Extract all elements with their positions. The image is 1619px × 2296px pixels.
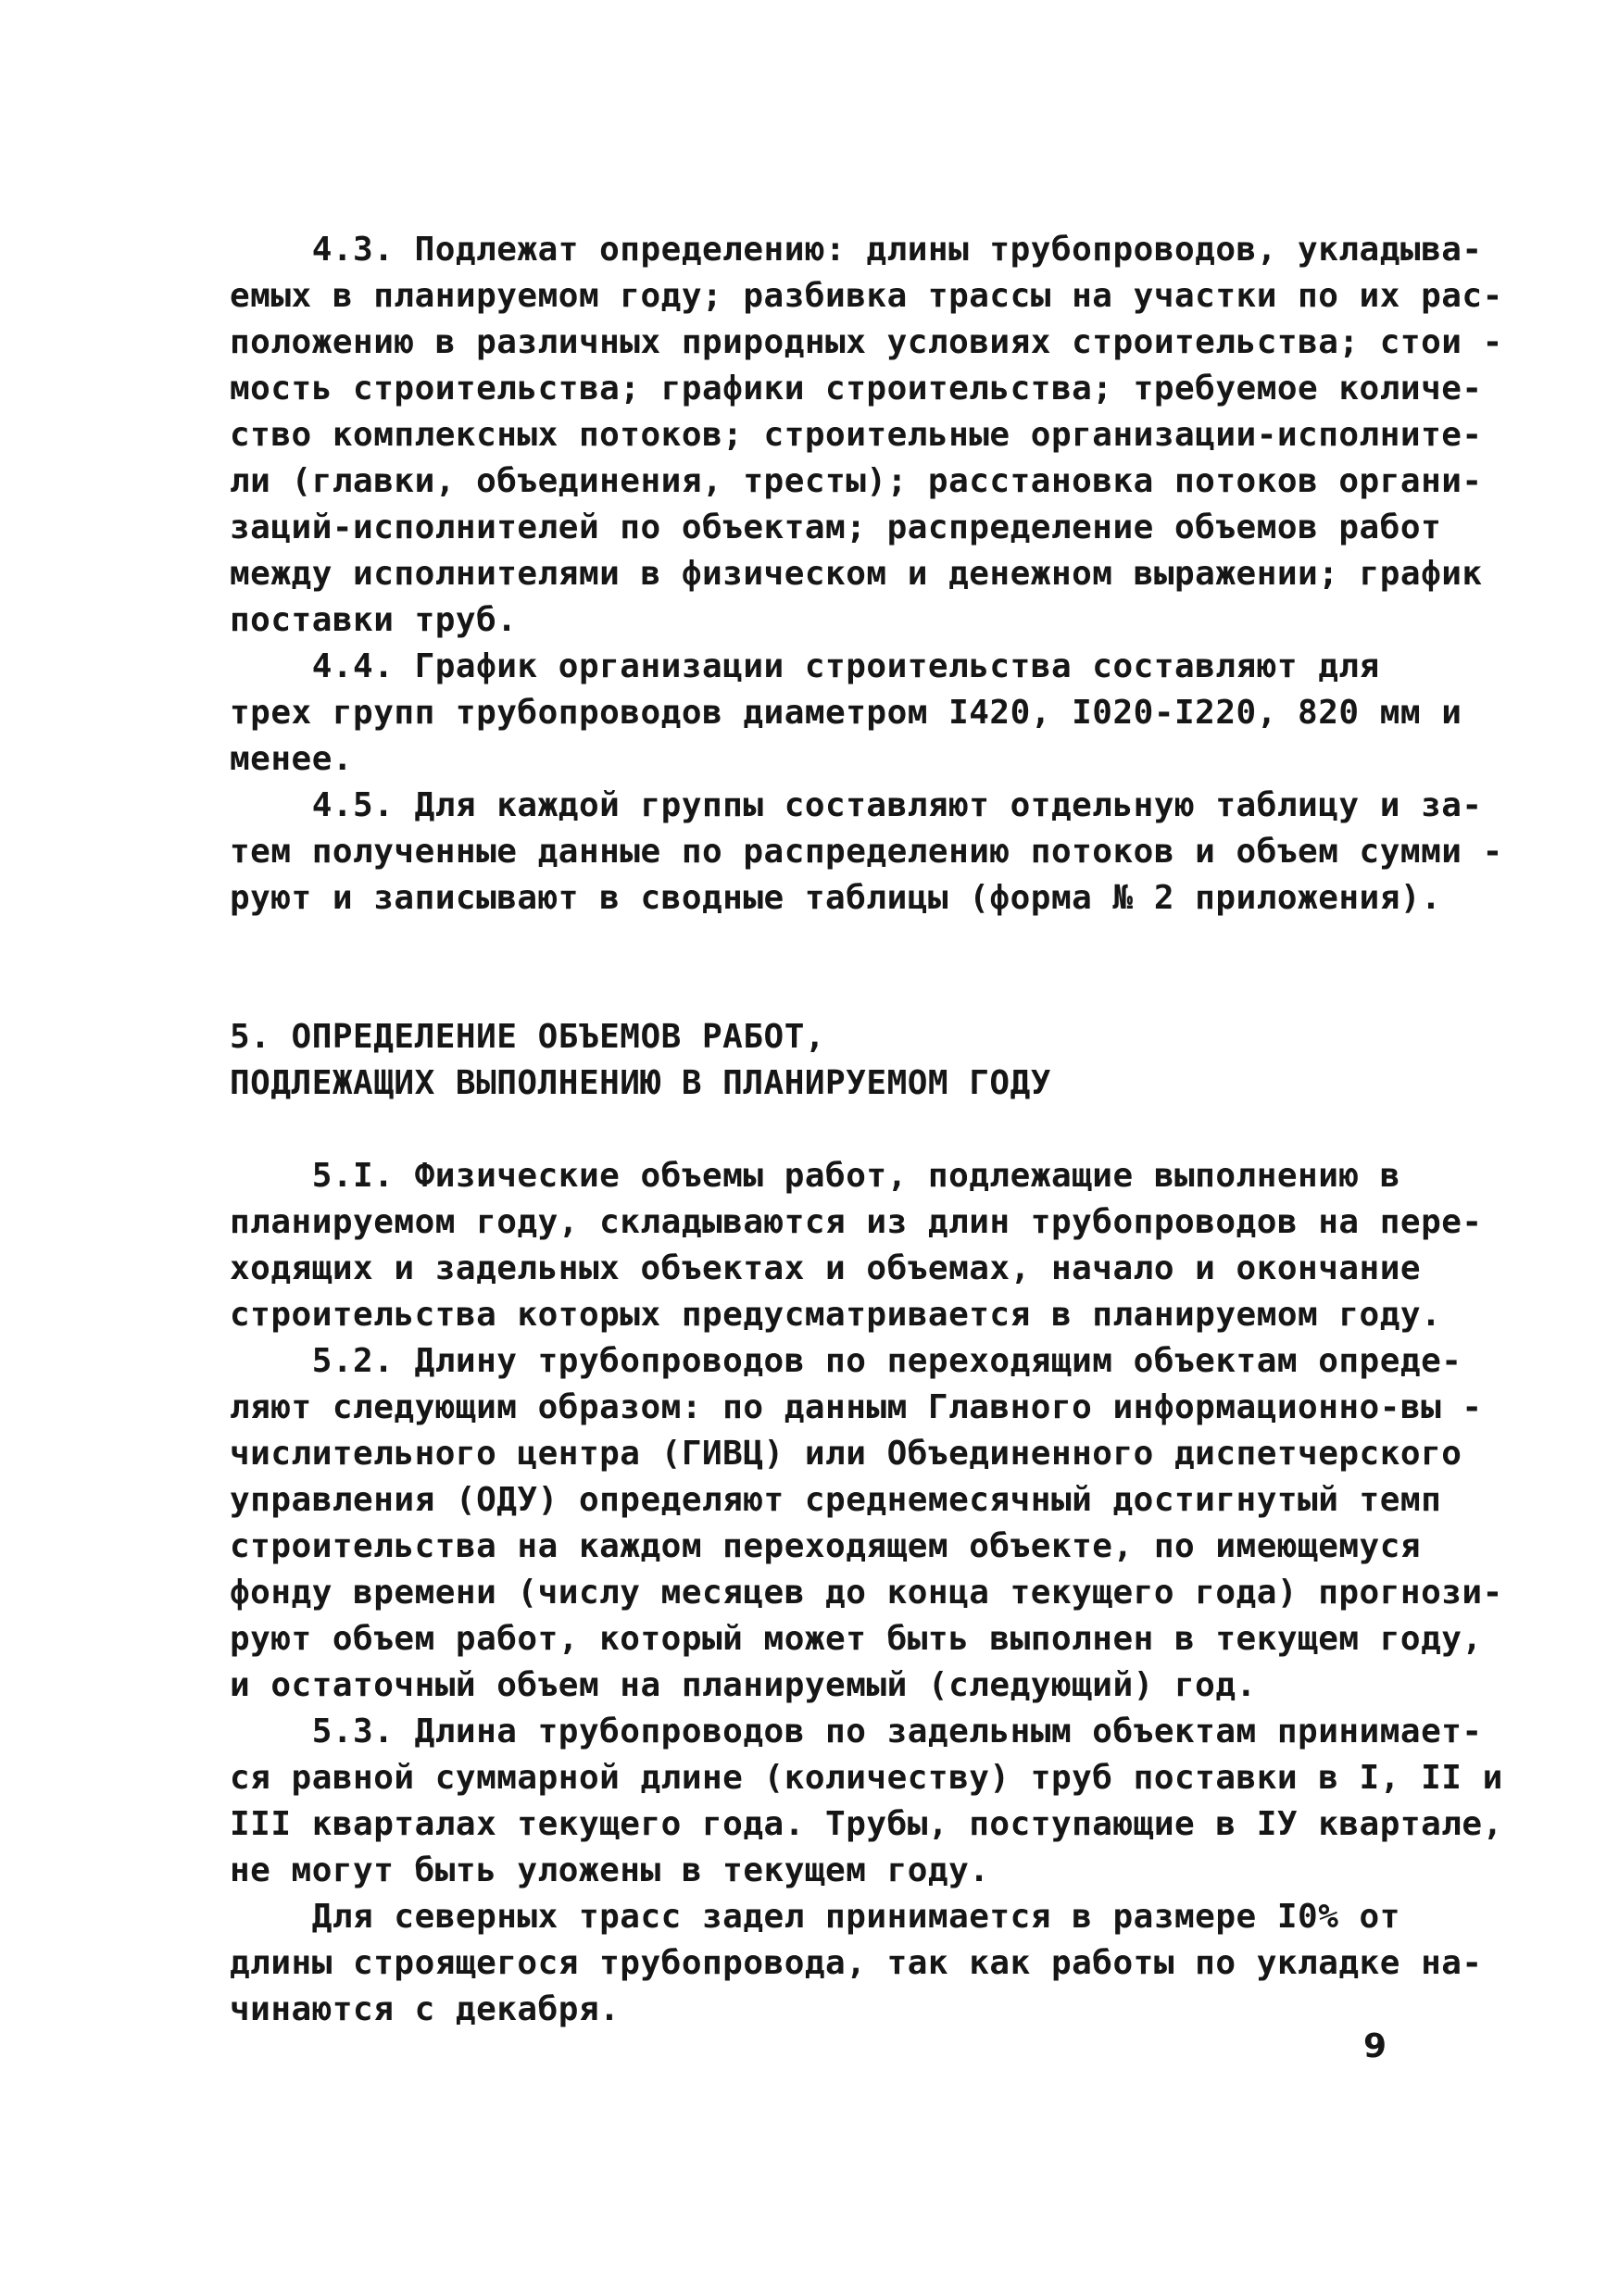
text-line: поставки труб. [230,601,518,639]
text-line: руют объем работ, который может быть выполнен в текущем году, [230,1620,1483,1658]
section-heading-line-1: 5. ОПРЕДЕЛЕНИЕ ОБЪЕМОВ РАБОТ, [230,1018,826,1056]
text-line: не могут быть уложены в текущем году. [230,1851,990,1889]
text-line: 4.3. Подлежат определению: длины трубопроводов, укладыва- [230,231,1483,269]
text-line: фонду времени (числу месяцев до конца текущего года) прогнози- [230,1574,1503,1612]
page-number: 9 [1363,2027,1387,2065]
text-line: руют и записывают в сводные таблицы (форма № 2 приложения). [230,879,1442,917]
text-line: 5.3. Длина трубопроводов по задельным объектам принимает- [230,1713,1483,1750]
text-line: 4.4. График организации строительства составляют для [230,647,1380,685]
text-line: заций-исполнителей по объектам; распределение объемов работ [230,508,1442,546]
text-line: 5.2. Длину трубопроводов по переходящим объектам опреде- [230,1342,1462,1380]
section-4-text [230,227,1503,922]
text-line: мость строительства; графики строительства; требуемое количе- [230,370,1483,408]
text-line: ли (главки, объединения, тресты); расстановка потоков органи- [230,462,1483,500]
text-line: ся равной суммарной длине (количеству) труб поставки в I, II и [230,1759,1503,1797]
text-line: трех групп трубопроводов диаметром I420, I020-I220, 820 мм и [230,694,1462,732]
text-line: ляют следующим образом: по данным Главного информационно-вы - [230,1388,1483,1426]
text-line: III кварталах текущего года. Трубы, поступающие в IУ квартале, [230,1805,1503,1843]
text-line: 4.5. Для каждой группы составляют отдельную таблицу и за- [230,786,1483,824]
text-line: Для северных трасс задел принимается в размере I0% от [230,1898,1400,1936]
text-line: управления (ОДУ) определяют среднемесячный достигнутый темп [230,1481,1442,1519]
text-line: и остаточный объем на планируемый (следующий) год. [230,1666,1257,1704]
text-line: менее. [230,740,354,778]
text-line: ходящих и задельных объектах и объемах, начало и окончание [230,1249,1422,1287]
text-line: емых в планируемом году; разбивка трассы на участки по их рас- [230,277,1503,315]
text-line: строительства которых предусматривается в планируемом году. [230,1296,1442,1334]
text-line: между исполнителями в физическом и денежном выражении; график [230,555,1483,593]
section-heading-line-2: ПОДЛЕЖАЩИХ ВЫПОЛНЕНИЮ В ПЛАНИРУЕМОМ ГОДУ [230,1064,1051,1102]
text-line: тем полученные данные по распределению потоков и объем сумми - [230,833,1503,871]
text-line: планируемом году, складываются из длин трубопроводов на пере- [230,1203,1483,1241]
section-5-heading [230,1014,1399,1107]
text-line: ство комплексных потоков; строительные организации-исполните- [230,416,1483,454]
text-line: строительства на каждом переходящем объекте, по имеющемуся [230,1527,1422,1565]
text-line: числительного центра (ГИВЦ) или Объединенного диспетчерского [230,1435,1462,1473]
section-5-text [230,1153,1503,2033]
text-line: длины строящегося трубопровода, так как работы по укладке на- [230,1944,1483,1982]
text-line: чинаются с декабря. [230,1990,621,2028]
text-line: положению в различных природных условиях строительства; стои - [230,323,1503,361]
text-line: 5.I. Физические объемы работ, подлежащие выполнению в [230,1157,1400,1195]
